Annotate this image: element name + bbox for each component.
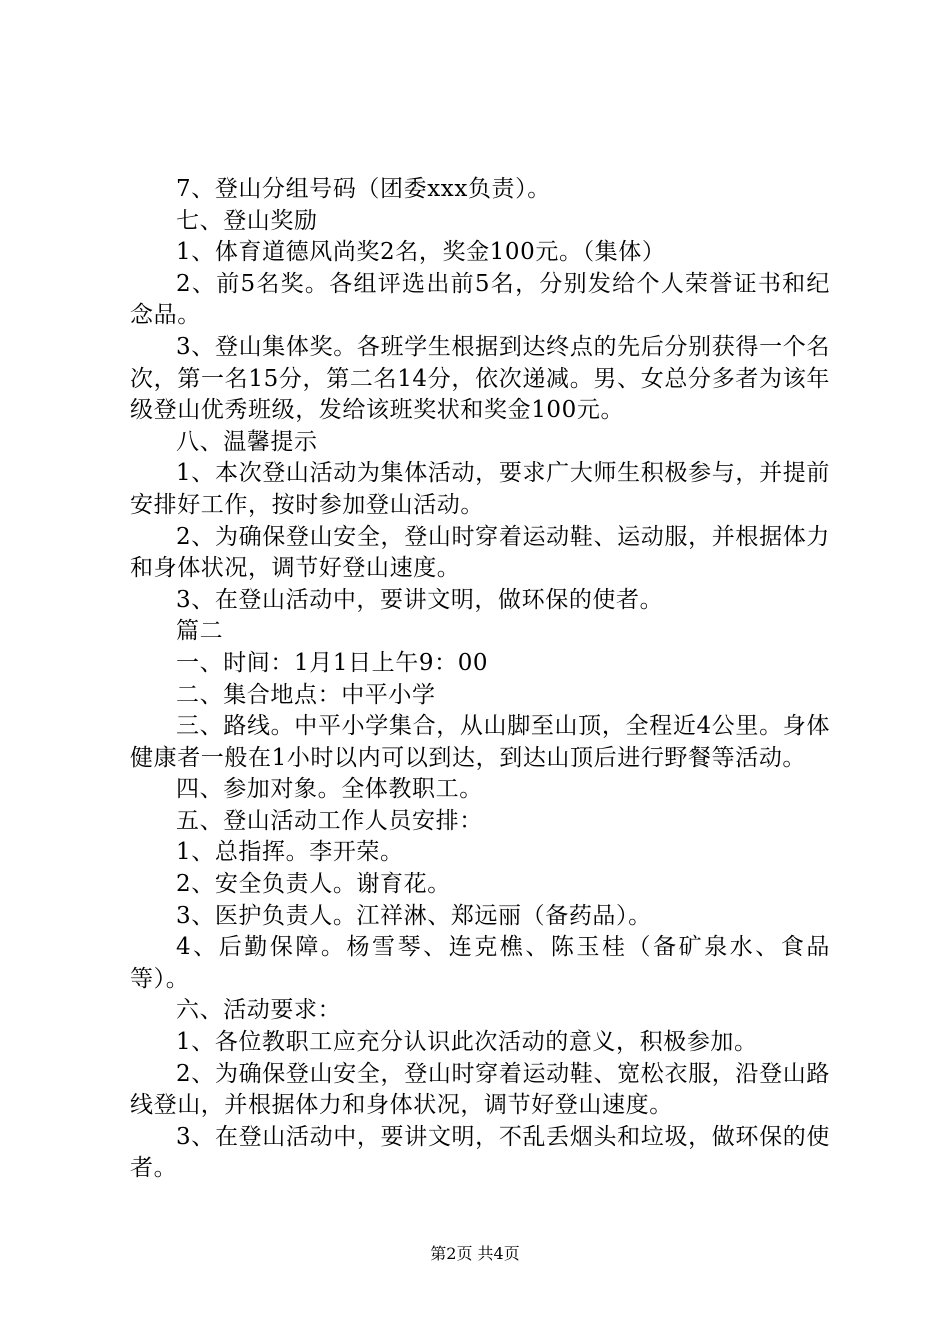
paragraph-group-award: 3、登山集体奖。各班学生根据到达终点的先后分别获得一个名次，第一名15分，第二名14分，依次递减。男、女总分多者为该年级登山优秀班级，发给该班奖状和奖金100元。 (130, 333, 830, 424)
paragraph-top5-award: 2、前5名奖。各组评选出前5名，分别发给个人荣誉证书和纪念品。 (130, 270, 830, 329)
heading-activity-requirements: 六、活动要求： (176, 997, 342, 1024)
paragraph-medical-officer: 3、医护负责人。江祥淋、郑远丽（备药品）。 (176, 902, 652, 929)
paragraph-meeting-place: 二、集合地点：中平小学 (176, 681, 436, 708)
paragraph-requirement-awareness: 1、各位教职工应充分认识此次活动的意义，积极参加。 (176, 1029, 758, 1056)
paragraph-requirement-civility: 3、在登山活动中，要讲文明，不乱丢烟头和垃圾，做环保的使者。 (130, 1123, 830, 1182)
heading-part-two: 篇二 (176, 618, 224, 645)
page-number-footer: 第2页 共4页 (430, 1244, 520, 1263)
paragraph-tip-participate: 1、本次登山活动为集体活动，要求广大师生积极参与，并提前安排好工作，按时参加登山活动。 (130, 460, 830, 518)
heading-staff-arrangement: 五、登山活动工作人员安排： (176, 807, 483, 834)
paragraph-safety-officer: 2、安全负责人。谢育花。 (176, 871, 451, 898)
heading-climbing-awards: 七、登山奖励 (176, 207, 318, 234)
paragraph-time: 一、时间：1月1日上午9：00 (176, 649, 489, 676)
paragraph-tip-civility: 3、在登山活动中，要讲文明，做环保的使者。 (176, 586, 664, 613)
paragraph-route: 三、路线。中平小学集合，从山脚至山顶，全程近4公里。身体健康者一般在1小时以内可以到达，到达山顶后进行野餐等活动。 (130, 713, 830, 771)
heading-warm-tips: 八、温馨提示 (176, 428, 318, 455)
paragraph-requirement-safety: 2、为确保登山安全，登山时穿着运动鞋、宽松衣服，沿登山路线登山，并根据体力和身体状况，调节好登山速度。 (130, 1060, 830, 1119)
paragraph-tip-safety: 2、为确保登山安全，登山时穿着运动鞋、运动服，并根据体力和身体状况，调节好登山速度。 (130, 523, 830, 582)
paragraph-assign-numbers: 7、登山分组号码（团委xxx负责）。 (176, 176, 551, 202)
paragraph-logistics: 4、后勤保障。杨雪琴、连克樵、陈玉桂（备矿泉水、食品等）。 (130, 934, 830, 992)
paragraph-sportsmanship-award: 1、体育道德风尚奖2名，奖金100元。（集体） (176, 239, 666, 266)
document-body (130, 174, 830, 1185)
paragraph-participants: 四、参加对象。全体教职工。 (176, 776, 483, 803)
paragraph-commander: 1、总指挥。李开荣。 (176, 839, 404, 866)
